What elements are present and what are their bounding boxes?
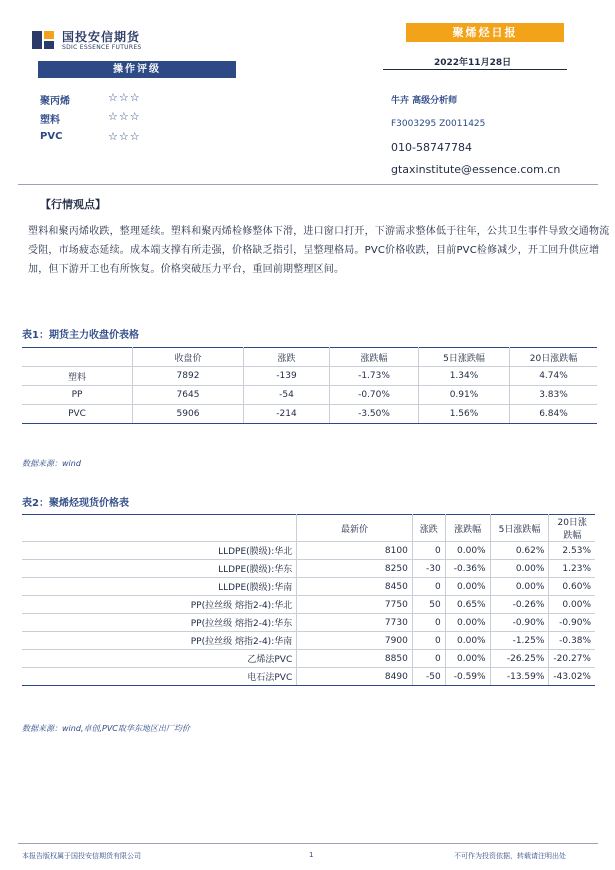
contact-phone: 010-58747784	[391, 141, 472, 154]
rating-label-pvc: PVC	[40, 131, 63, 142]
table-cell: 0.65%	[445, 596, 490, 614]
table-header-row	[22, 348, 597, 367]
table1-title: 表1：期货主力收盘价表格	[22, 330, 139, 341]
footer-copyright: 本报告版权属于国投安信期货有限公司	[22, 852, 141, 860]
table-cell: 3.83%	[510, 386, 598, 405]
table-cell: 0.00%	[445, 578, 490, 596]
table-cell: 8850	[297, 650, 413, 668]
company-logo-icon	[32, 29, 54, 51]
table-cell: 0	[412, 542, 445, 560]
table-cell: -20.27%	[549, 650, 595, 668]
table-cell: 1.34%	[419, 367, 510, 386]
table-cell: 0.00%	[445, 614, 490, 632]
table-cell: 0.00%	[445, 650, 490, 668]
table-cell: -3.50%	[330, 405, 419, 424]
rating-stars-pvc: ☆☆☆	[108, 130, 141, 143]
table-cell: -0.70%	[330, 386, 419, 405]
market-view-title: 【行情观点】	[40, 198, 106, 211]
analyst-license: F3003295 Z0011425	[391, 119, 486, 129]
date-divider	[383, 69, 567, 70]
table-cell: 7750	[297, 596, 413, 614]
footer-disclaimer: 不可作为投资依据，转载请注明出处	[454, 852, 566, 860]
table-cell: 电石法PVC	[22, 668, 297, 686]
table-cell: -0.36%	[445, 560, 490, 578]
spot-price-table	[22, 514, 595, 686]
table-cell: -139	[244, 367, 330, 386]
table-cell: PP(拉丝级 熔指2-4):华东	[22, 614, 297, 632]
table-cell: PP	[22, 386, 133, 405]
table-cell: -26.25%	[490, 650, 549, 668]
table-cell: LLDPE(膜级):华东	[22, 560, 297, 578]
table-cell: 5906	[133, 405, 244, 424]
header-cell: 涨跌幅	[445, 515, 490, 542]
table-row	[22, 405, 597, 424]
report-date: 2022年11月28日	[434, 58, 512, 68]
table-cell: 8450	[297, 578, 413, 596]
table-cell: 0.60%	[549, 578, 595, 596]
table-cell: -54	[244, 386, 330, 405]
table-cell: PP(拉丝级 熔指2-4):华北	[22, 596, 297, 614]
page-number: 1	[309, 851, 314, 859]
header-cell: 收盘价	[133, 348, 244, 367]
header-cell: 最新价	[297, 515, 413, 542]
logo-text-en: SDIC ESSENCE FUTURES	[62, 44, 142, 51]
table-cell: 1.23%	[549, 560, 595, 578]
contact-email[interactable]: gtaxinstitute@essence.com.cn	[391, 163, 561, 176]
header-divider	[18, 184, 598, 185]
table-cell: 0.62%	[490, 542, 549, 560]
table-cell: PP(拉丝级 熔指2-4):华南	[22, 632, 297, 650]
footer-divider	[18, 843, 598, 844]
report-type-tag: 聚烯烃日报	[406, 23, 564, 42]
table-cell: 7892	[133, 367, 244, 386]
table-cell: LLDPE(膜级):华北	[22, 542, 297, 560]
table-cell: 2.53%	[549, 542, 595, 560]
table-cell: -0.26%	[490, 596, 549, 614]
rating-stars-pp: ☆☆☆	[108, 91, 141, 104]
table-row	[22, 367, 597, 386]
table-cell: 0	[412, 650, 445, 668]
table-cell: -214	[244, 405, 330, 424]
table-cell: -0.38%	[549, 632, 595, 650]
table-cell: 7900	[297, 632, 413, 650]
table-cell: 8100	[297, 542, 413, 560]
header-cell: 5日涨跌幅	[490, 515, 549, 542]
table-row	[22, 596, 595, 614]
table-cell: LLDPE(膜级):华南	[22, 578, 297, 596]
table-cell: PVC	[22, 405, 133, 424]
table-cell: 0.00%	[445, 542, 490, 560]
table-cell: 0	[412, 578, 445, 596]
table-row	[22, 542, 595, 560]
header-cell: 涨跌	[412, 515, 445, 542]
table1-source: 数据来源：wind	[22, 459, 81, 468]
table2-source: 数据来源：wind,卓创,PVC取华东地区出厂均价	[22, 724, 190, 733]
table-row	[22, 560, 595, 578]
table-cell: 0.00%	[445, 632, 490, 650]
table-cell: 0.91%	[419, 386, 510, 405]
table-cell: 8490	[297, 668, 413, 686]
table-cell: -13.59%	[490, 668, 549, 686]
table-cell: -50	[412, 668, 445, 686]
table-cell: -0.59%	[445, 668, 490, 686]
table-cell: 0	[412, 632, 445, 650]
table-row	[22, 632, 595, 650]
table-cell: 塑料	[22, 367, 133, 386]
table-cell: 7730	[297, 614, 413, 632]
table-cell: -1.73%	[330, 367, 419, 386]
table-cell: 0.00%	[490, 578, 549, 596]
table-row	[22, 578, 595, 596]
table-cell: -0.90%	[549, 614, 595, 632]
market-view-text: 塑料和聚丙烯收跌，整理延续。塑料和聚丙烯检修整体下滑，进口窗口打开，下游需求整体低于往年，公共卫生事件导致交通物流受阻，市场疲态延续。成本端支撑有所走强，价格缺乏指引，呈整理格局。PVC价格收跌，目前PVC检修减少，开工回升供应增加，但下游开工也有所恢复。价格突破压力平台，重回前期整理区间。	[28, 226, 610, 275]
table-cell: 1.56%	[419, 405, 510, 424]
header-cell	[22, 515, 297, 542]
header-cell: 20日涨跌幅	[549, 515, 595, 542]
header-cell: 5日涨跌幅	[419, 348, 510, 367]
table-cell: -43.02%	[549, 668, 595, 686]
table-cell: 0.00%	[549, 596, 595, 614]
table-row	[22, 668, 595, 686]
table-row	[22, 386, 597, 405]
table2-title: 表2：聚烯烃现货价格表	[22, 498, 129, 509]
table-row	[22, 614, 595, 632]
rating-stars-plastic: ☆☆☆	[108, 110, 141, 123]
table-cell: 0.00%	[490, 560, 549, 578]
table-header-row	[22, 515, 595, 542]
logo-text-cn: 国投安信期货	[62, 30, 141, 44]
rating-title: 操作评级	[38, 61, 236, 78]
table-cell: -0.90%	[490, 614, 549, 632]
table-cell: 4.74%	[510, 367, 598, 386]
header-cell: 涨跌	[244, 348, 330, 367]
table-cell: -1.25%	[490, 632, 549, 650]
futures-price-table	[22, 347, 597, 424]
rating-label-pp: 聚丙烯	[40, 96, 70, 107]
table-cell: 6.84%	[510, 405, 598, 424]
table-cell: 7645	[133, 386, 244, 405]
table-cell: -30	[412, 560, 445, 578]
table-row	[22, 650, 595, 668]
rating-label-plastic: 塑料	[40, 115, 60, 126]
analyst-name: 牛卉 高级分析师	[391, 96, 458, 106]
table-cell: 乙烯法PVC	[22, 650, 297, 668]
table-cell: 8250	[297, 560, 413, 578]
header-cell	[22, 348, 133, 367]
table-cell: 50	[412, 596, 445, 614]
header-cell: 涨跌幅	[330, 348, 419, 367]
table-cell: 0	[412, 614, 445, 632]
header-cell: 20日涨跌幅	[510, 348, 598, 367]
